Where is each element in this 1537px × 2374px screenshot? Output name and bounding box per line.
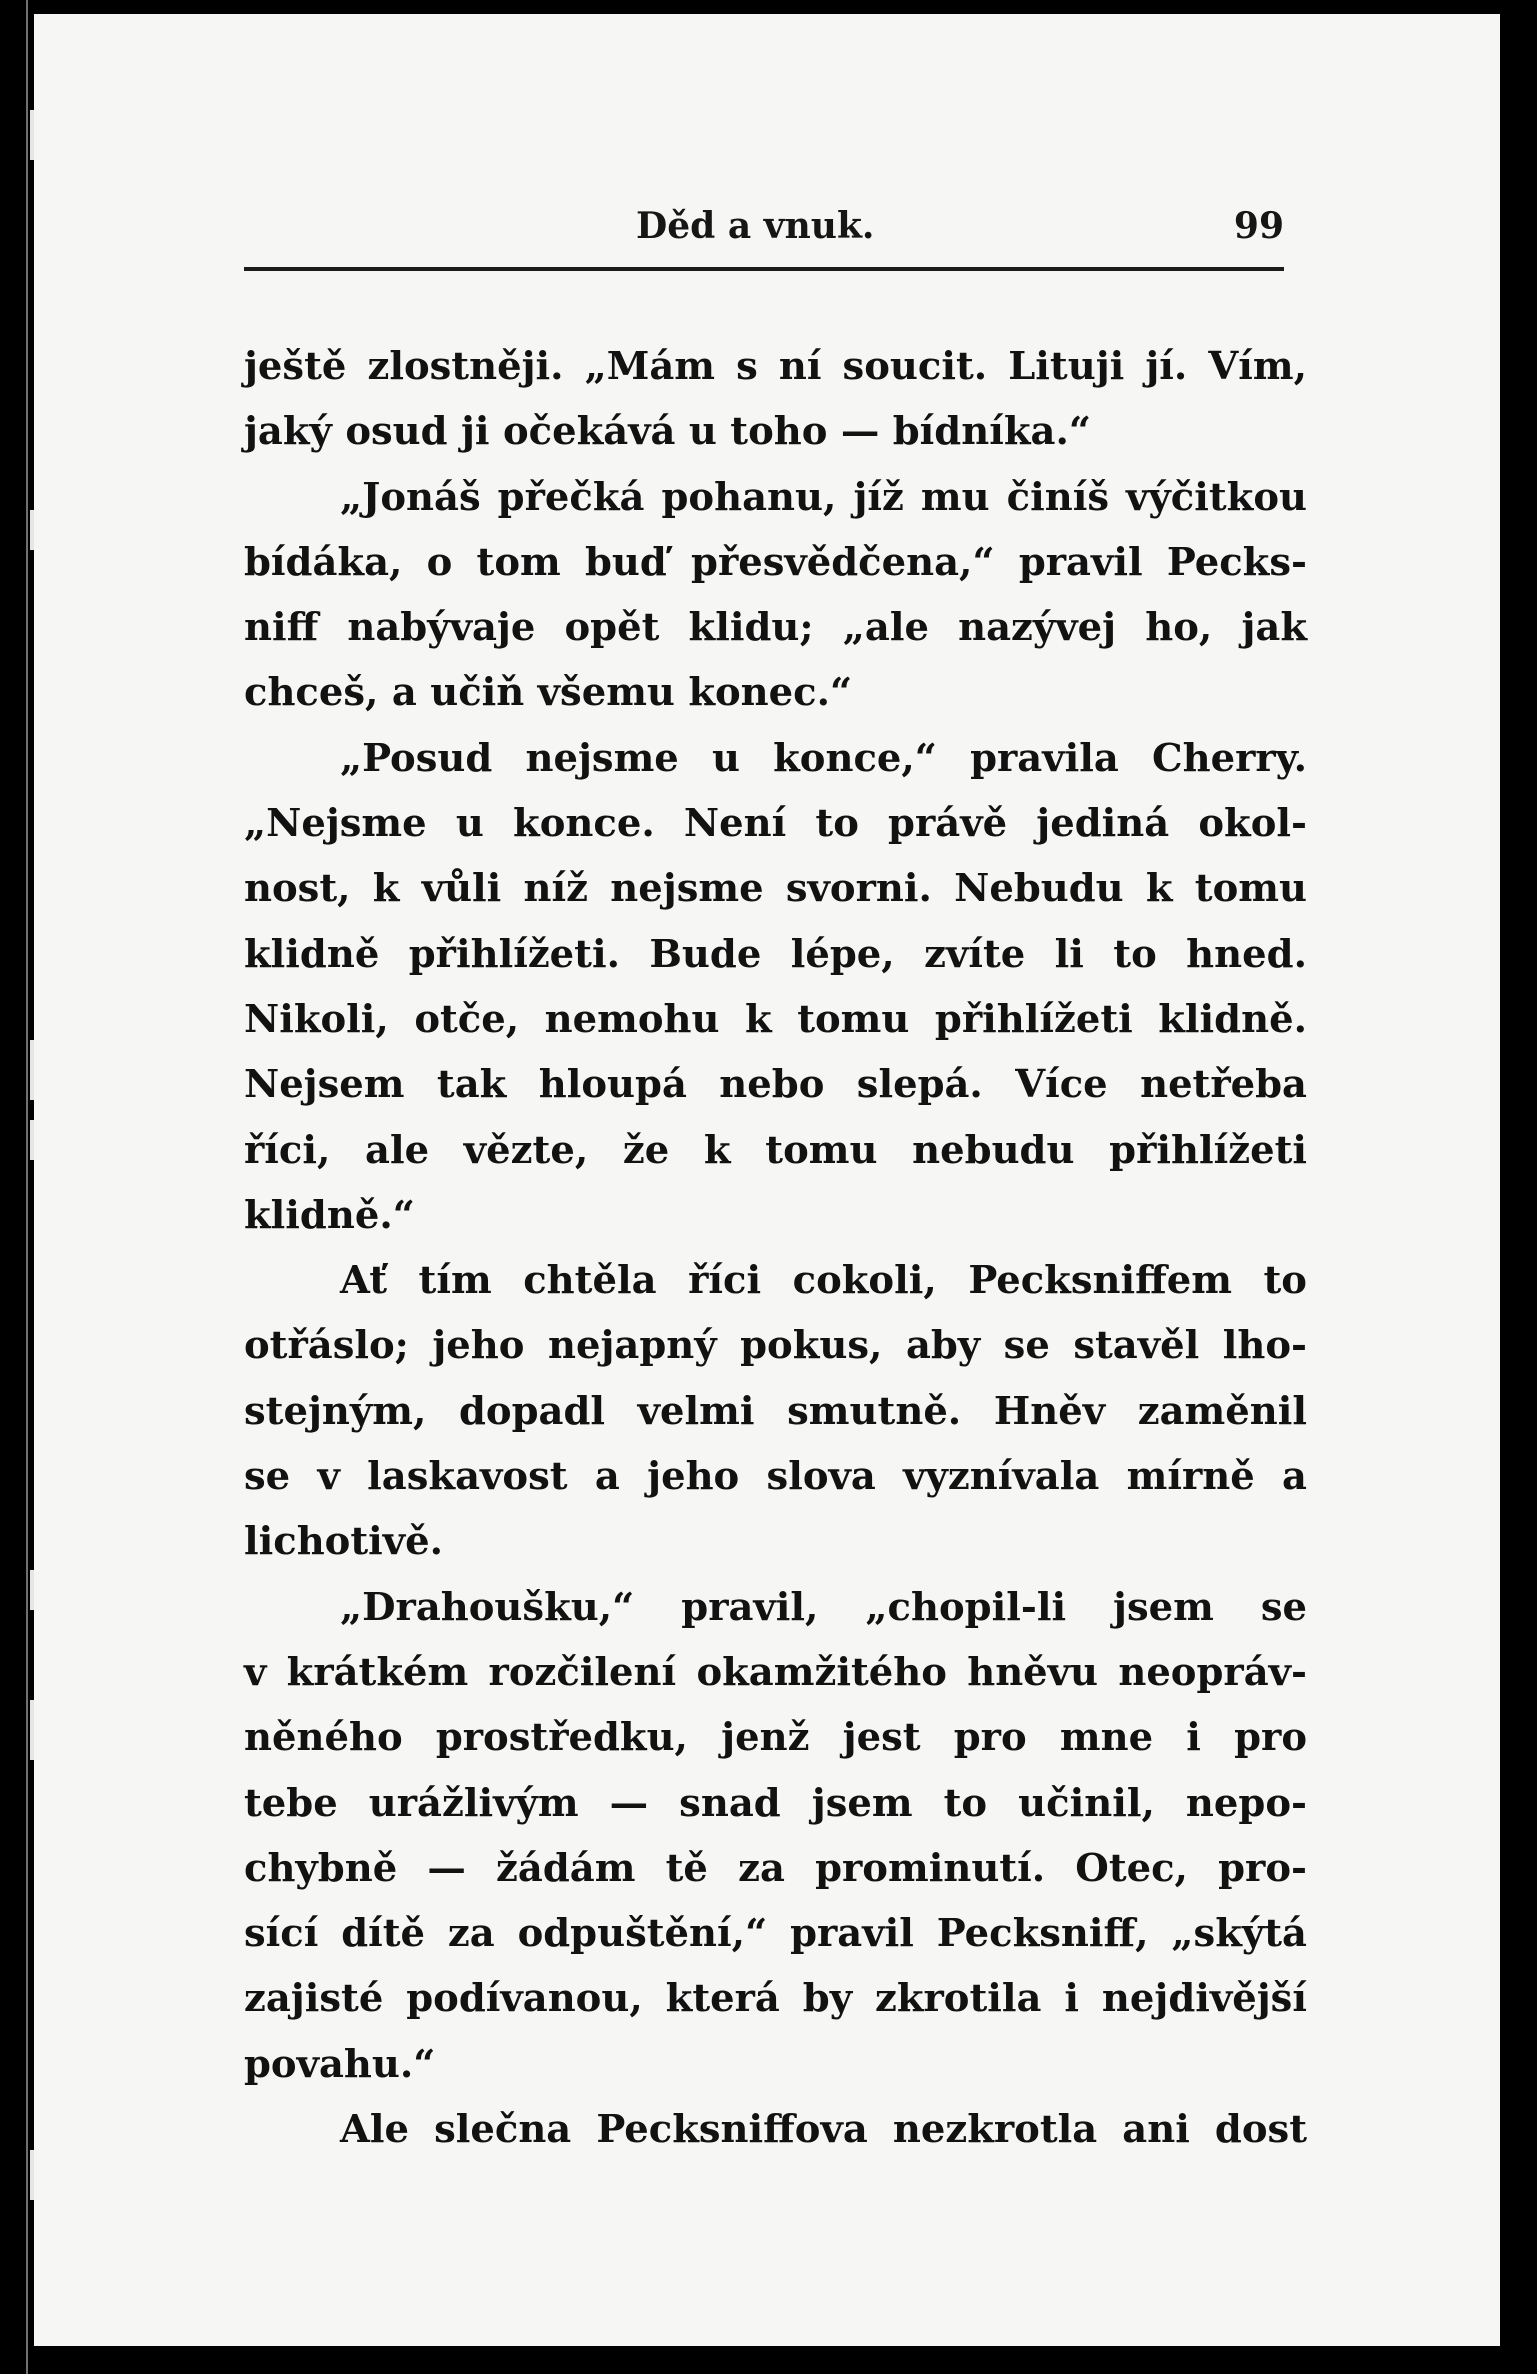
text-line: otřáslo; jeho nejapný pokus, aby se stavěl lho- (244, 1323, 1307, 1369)
text-line: chybně — žádám tě za prominutí. Otec, pro- (244, 1845, 1307, 1891)
text-line: zajisté podívanou, která by zkrotila i nejdivější (244, 1976, 1307, 2022)
page-number: 99 (1233, 205, 1284, 247)
text-line: niff nabývaje opět klidu; „ale nazývej ho, jak (244, 605, 1307, 651)
text-line: „Jonáš přečká pohanu, jíž mu činíš výčitkou (340, 474, 1307, 520)
running-title: Děd a vnuk. (636, 205, 875, 247)
text-line: „Posud nejsme u konce,“ pravila Cherry. (340, 735, 1307, 781)
text-line: klidně přihlížeti. Bude lépe, zvíte li to hned. (244, 931, 1307, 977)
binding-edge-marks (24, 0, 38, 2374)
text-line: chceš, a učiň všemu konec.“ (244, 670, 853, 716)
page-header (244, 205, 1284, 255)
text-line: sící dítě za odpuštění,“ pravil Pecksniff, „skýtá (244, 1911, 1307, 1957)
text-line: jaký osud ji očekává u toho — bídníka.“ (244, 409, 1091, 455)
text-line: ještě zlostněji. „Mám s ní soucit. Lituji jí. Vím, (244, 344, 1307, 389)
text-line: něného prostředku, jenž jest pro mne i pro (244, 1715, 1307, 1761)
text-line: nost, k vůli níž nejsme svorni. Nebudu k tomu (244, 866, 1307, 912)
text-line: bídáka, o tom buď přesvědčena,“ pravil Pecks- (244, 539, 1307, 585)
text-line: klidně.“ (244, 1192, 415, 1238)
text-line: říci, ale vězte, že k tomu nebudu přihlížeti (244, 1127, 1307, 1173)
text-line: lichotivě. (244, 1519, 444, 1565)
header-rule (244, 267, 1284, 271)
text-line: se v laskavost a jeho slova vyznívala mírně a (244, 1454, 1307, 1500)
text-line: Nejsem tak hloupá nebo slepá. Více netřeba (244, 1062, 1307, 1108)
body-text (244, 334, 1307, 2162)
text-line: povahu.“ (244, 2041, 436, 2087)
text-line: „Drahoušku,“ pravil, „chopil-li jsem se (340, 1584, 1307, 1630)
text-line: v krátkém rozčilení okamžitého hněvu neopráv- (244, 1649, 1307, 1695)
text-line: „Nejsme u konce. Není to právě jediná okol- (244, 801, 1307, 847)
text-line: stejným, dopadl velmi smutně. Hněv zaměnil (244, 1388, 1307, 1434)
text-line: Ale slečna Pecksniffova nezkrotla ani dost (340, 2107, 1307, 2153)
text-line: Ať tím chtěla říci cokoli, Pecksniffem to (340, 1258, 1307, 1304)
text-line: Nikoli, otče, nemohu k tomu přihlížeti klidně. (244, 996, 1307, 1042)
text-line: tebe urážlivým — snad jsem to učinil, nepo- (244, 1780, 1307, 1826)
